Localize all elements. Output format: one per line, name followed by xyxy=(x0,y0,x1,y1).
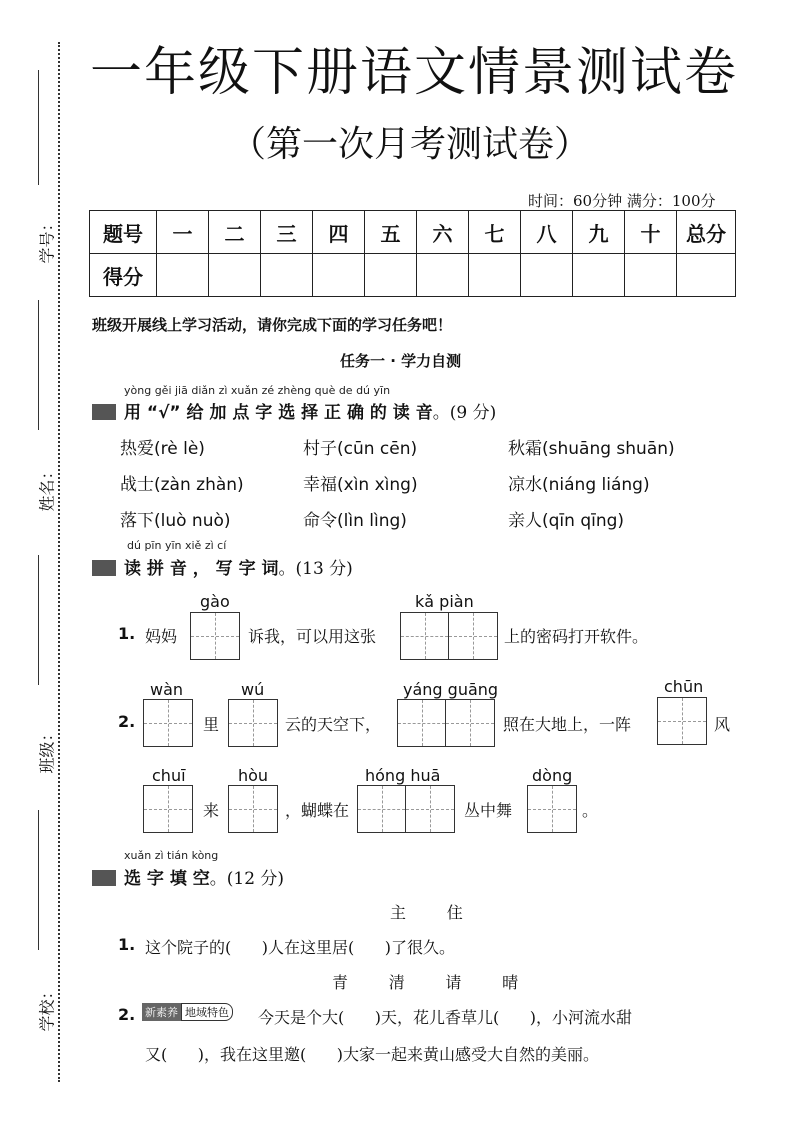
pinyin-choice-item[interactable] xyxy=(303,434,417,459)
writing-grid[interactable] xyxy=(228,785,278,833)
pinyin-prompt: kǎ piàn xyxy=(415,592,474,611)
item-word: 热爱 xyxy=(120,439,154,459)
pinyin-prompt: wàn xyxy=(150,680,184,699)
class-blank xyxy=(38,555,39,685)
item-pinyin: (lìn lìng) xyxy=(337,511,407,531)
question-text: 诉我，可以用这张 xyxy=(248,627,377,646)
section3-heading xyxy=(92,864,284,889)
item-word: 命令 xyxy=(303,511,337,531)
score-input-cell[interactable] xyxy=(573,254,625,297)
score-input-cell[interactable] xyxy=(365,254,417,297)
intro-text: 班级开展线上学习活动，请你完成下面的学习任务吧！ xyxy=(92,316,453,334)
pinyin-prompt: yáng guāng xyxy=(403,680,499,699)
question-text: 来 xyxy=(203,801,220,820)
item-word: 凉水 xyxy=(508,475,542,495)
section3-pinyin: xuǎn zì tián kòng xyxy=(124,849,219,862)
score-input-cell[interactable] xyxy=(313,254,365,297)
section2-pinyin: dú pīn yīn xiě zì cí xyxy=(127,539,227,552)
item-pinyin: (qīn qīng) xyxy=(542,511,625,531)
writing-grid[interactable] xyxy=(657,697,707,745)
pinyin-choice-item[interactable] xyxy=(303,470,418,495)
question-text: 云的天空下， xyxy=(285,715,382,734)
score-table-cell: 九 xyxy=(573,211,625,254)
section1-heading xyxy=(92,398,496,423)
name-label: 姓名： xyxy=(37,463,57,512)
pinyin-prompt: hóng huā xyxy=(365,766,441,785)
question-text: ，蝴蝶在 xyxy=(285,801,350,820)
pinyin-choice-item[interactable] xyxy=(120,434,205,459)
question-text: 又( )，我在这里邀( )大家一起来黄山感受大自然的美丽。 xyxy=(145,1045,600,1064)
score-table-cell: 七 xyxy=(469,211,521,254)
page-title: 一年级下册语文情景测试卷 xyxy=(90,43,739,103)
score-table xyxy=(89,210,736,297)
item-pinyin: (cūn cēn) xyxy=(337,439,418,459)
pinyin-prompt: gào xyxy=(200,592,230,611)
writing-grid[interactable] xyxy=(228,699,278,747)
item-word: 落下 xyxy=(120,511,154,531)
item-word: 亲人 xyxy=(508,511,542,531)
pinyin-prompt: chuī xyxy=(152,766,186,785)
pinyin-choice-item[interactable] xyxy=(508,434,675,459)
item-pinyin: (rè lè) xyxy=(154,439,205,459)
score-table-cell: 十 xyxy=(625,211,677,254)
score-table-cell: 六 xyxy=(417,211,469,254)
question-text: 上的密码打开软件。 xyxy=(504,627,649,646)
regional-feature-tag: 地域特色 xyxy=(181,1003,233,1021)
score-table-cell: 二 xyxy=(209,211,261,254)
section3-score: 。(12 分) xyxy=(209,869,285,889)
section1-score: 。(9 分) xyxy=(432,403,497,423)
score-input-cell[interactable] xyxy=(521,254,573,297)
item-word: 战士 xyxy=(120,475,154,495)
score-row-label: 得分 xyxy=(90,254,157,297)
score-table-cell: 三 xyxy=(261,211,313,254)
question-text: 妈妈 xyxy=(145,627,178,646)
question-text: 今天是个大( )天，花儿香草儿( )，小河流水甜 xyxy=(258,1008,633,1027)
character-choices: 主 住 xyxy=(390,903,463,922)
question-text: 这个院子的( )人在这里居( )了很久。 xyxy=(145,938,456,957)
question-text: 风 xyxy=(714,715,731,734)
score-input-cell[interactable] xyxy=(261,254,313,297)
question-number: 2. xyxy=(118,712,136,731)
new-literacy-tag: 新素养 xyxy=(142,1003,181,1021)
writing-grid[interactable] xyxy=(357,785,455,833)
writing-grid[interactable] xyxy=(397,699,495,747)
pinyin-prompt: hòu xyxy=(238,766,269,785)
section-number-badge xyxy=(92,560,116,576)
writing-grid[interactable] xyxy=(143,699,193,747)
question-text: 。 xyxy=(582,801,599,820)
pinyin-prompt: wú xyxy=(241,680,265,699)
item-word: 村子 xyxy=(303,439,337,459)
item-word: 秋霜 xyxy=(508,439,542,459)
section2-score: 。(13 分) xyxy=(278,559,353,579)
question-number: 2. xyxy=(118,1005,136,1024)
question-text: 丛中舞 xyxy=(464,801,513,820)
student-id-label: 学号： xyxy=(37,215,57,264)
character-choices: 青 清 请 晴 xyxy=(332,973,519,992)
pinyin-choice-item[interactable] xyxy=(508,470,650,495)
score-input-cell[interactable] xyxy=(625,254,677,297)
score-table-header-row xyxy=(90,211,736,254)
section3-title: 选 字 填 空 xyxy=(124,869,210,889)
score-table-cell: 五 xyxy=(365,211,417,254)
section-number-badge xyxy=(92,404,116,420)
item-pinyin: (luò nuò) xyxy=(154,511,231,531)
score-table-cell: 一 xyxy=(157,211,209,254)
score-input-cell[interactable] xyxy=(157,254,209,297)
binding-dotted-line xyxy=(58,42,60,1082)
pinyin-choice-item[interactable] xyxy=(303,506,407,531)
section-number-badge xyxy=(92,870,116,886)
pinyin-prompt: dòng xyxy=(532,766,573,785)
page-subtitle: （第一次月考测试卷） xyxy=(230,124,591,165)
item-pinyin: (zàn zhàn) xyxy=(154,475,244,495)
question-number: 1. xyxy=(118,935,136,954)
item-pinyin: (xìn xìng) xyxy=(337,475,418,495)
writing-grid[interactable] xyxy=(190,612,240,660)
question-number: 1. xyxy=(118,624,136,643)
score-table-score-row xyxy=(90,254,736,297)
score-table-cell: 八 xyxy=(521,211,573,254)
score-input-cell[interactable] xyxy=(417,254,469,297)
school-blank xyxy=(38,810,39,950)
section1-title: 用 “√” 给 加 点 字 选 择 正 确 的 读 音 xyxy=(124,403,433,423)
question-text: 照在大地上，一阵 xyxy=(503,715,632,734)
pinyin-prompt: chūn xyxy=(664,677,704,696)
pinyin-choice-item[interactable] xyxy=(508,506,624,531)
question-text: 里 xyxy=(203,715,220,734)
pinyin-choice-item[interactable] xyxy=(120,506,231,531)
exam-meta: 时间：60分钟 满分：100分 xyxy=(528,192,716,210)
section1-pinyin: yòng gěi jiā diǎn zì xuǎn zé zhèng què de dú yīn xyxy=(124,384,391,397)
student-id-blank xyxy=(38,70,39,185)
section2-heading xyxy=(92,554,353,579)
score-input-cell[interactable] xyxy=(469,254,521,297)
task-title: 任务一 · 学力自测 xyxy=(340,352,462,370)
item-pinyin: (niáng liáng) xyxy=(542,475,650,495)
item-pinyin: (shuāng shuān) xyxy=(542,439,675,459)
score-table-cell: 题号 xyxy=(90,211,157,254)
score-table-cell: 四 xyxy=(313,211,365,254)
writing-grid[interactable] xyxy=(400,612,498,660)
item-word: 幸福 xyxy=(303,475,337,495)
writing-grid[interactable] xyxy=(527,785,577,833)
score-input-cell[interactable] xyxy=(209,254,261,297)
pinyin-choice-item[interactable] xyxy=(120,470,244,495)
score-input-cell[interactable] xyxy=(677,254,736,297)
class-label: 班级： xyxy=(37,725,57,774)
question-tags xyxy=(142,1003,233,1022)
score-table-cell: 总分 xyxy=(677,211,736,254)
school-label: 学校： xyxy=(37,983,57,1032)
name-blank xyxy=(38,300,39,430)
writing-grid[interactable] xyxy=(143,785,193,833)
section2-title: 读 拼 音 ， 写 字 词 xyxy=(124,559,279,579)
